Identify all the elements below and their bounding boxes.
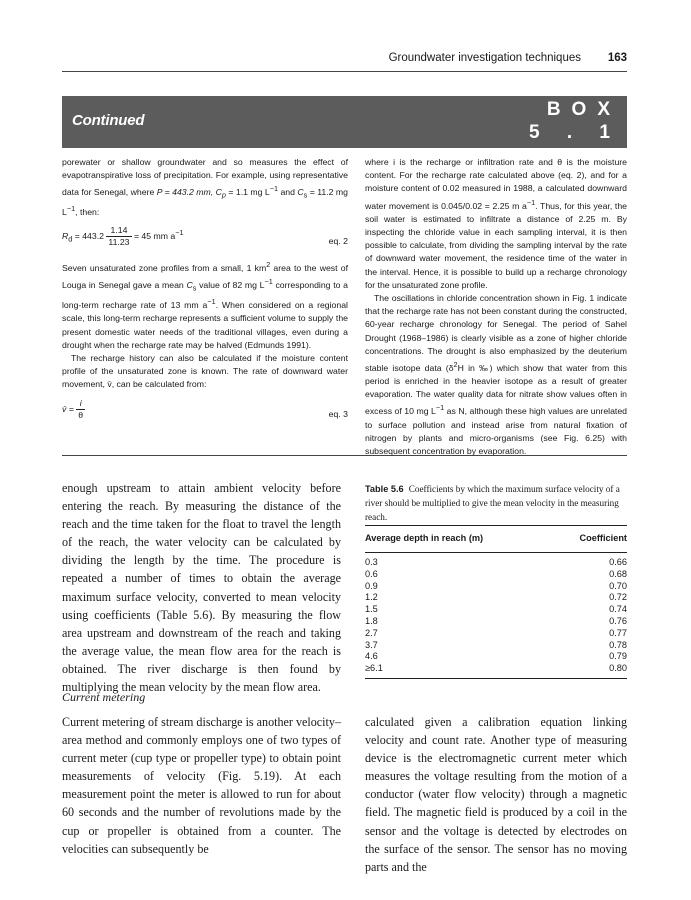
header-rule xyxy=(62,71,627,72)
body-paragraph: calculated given a calibration equation linking velocity and count rate. Another type of measuring device is the electromagnetic current meter which measures the voltage resulting from the motion of a conductor (water flow velocity) through a magnetic field. The magnetic field is produced by a coil in the sensor and the voltage is detected by electrodes on the surface of the sensor. The sensor has no moving parts and the xyxy=(365,715,627,874)
equation-3: v̄ = $\frac{i}{\theta}$ eq. 3 xyxy=(62,397,348,420)
box-right-column xyxy=(365,156,627,458)
table-cell-coefficient: 0.78 xyxy=(609,639,627,650)
page-number: 163 xyxy=(607,52,627,64)
table-header xyxy=(365,533,627,547)
equation-3-fraction: $\frac{i}{\theta}$ xyxy=(78,397,84,420)
table-row xyxy=(365,581,627,593)
equation-2: $R_d = 443.2$ $\frac{1.14}{11.23}$ = 45 mm $a^{-1}$ eq. 2 xyxy=(62,225,348,248)
box-banner xyxy=(62,96,627,148)
box-paragraph: where i is the recharge or infiltration rate and θ is the moisture content. For the recharge rate calculated above (eq. 2), and for a moisture content of 0.02 measured in 1988, a calculated downward water movement is 0.045/0.02 = 2.25 m $a^{-1}$. Thus, for this year, the soil water is estimated to infiltrate a distance of 2.25 m. By inspecting the chloride value in each sampling interval, it is then possible to calculate, from dividing the sampling interval by the rate of downward water movement, the residence time of the water in the interval. Hence, it is possible to build up a recharge chronology for the unsaturated zone profile. xyxy=(365,157,627,290)
box-bottom-rule xyxy=(62,455,627,456)
table-header-coefficient: Coefficient xyxy=(579,533,627,543)
body-paragraph: Current metering of stream discharge is another velocity–area method and commonly employs one of two types of current meter (cup type or propeller type) to obtain point measurements of velocity (Fig. 5.19). At each measurement point the meter is allowed to run for about 60 seconds and the number of revolutions made by the cup or propeller is obtained from a counter. The velocities can subsequently be xyxy=(62,715,341,856)
equation-2-fraction: $\frac{1.14}{11.23}$ xyxy=(108,225,130,248)
table-body xyxy=(365,557,627,675)
table-row xyxy=(365,640,627,652)
table-row xyxy=(365,557,627,569)
table-cell-depth: 4.6 xyxy=(365,651,378,662)
table-bottom-rule xyxy=(365,678,627,679)
coefficient-table xyxy=(365,557,627,675)
table-cell-coefficient: 0.77 xyxy=(609,627,627,638)
table-cell-depth: 0.3 xyxy=(365,557,378,567)
box-continued-label: Continued xyxy=(72,112,145,129)
table-header-depth: Average depth in reach (m) xyxy=(365,533,484,543)
table-cell-depth: 0.9 xyxy=(365,580,378,591)
running-header xyxy=(62,52,627,68)
equation-3-label: eq. 3 xyxy=(328,408,348,419)
table-cell-coefficient: 0.79 xyxy=(609,651,627,662)
table-row xyxy=(365,592,627,604)
box-paragraph: porewater or shallow groundwater and so measures the effect of evapotranspirative loss of precipitation. For example, using representative data for Senegal, where P = 443.2 mm, $C_p = 1.1$ mg $L^{-1}$ and $C_s = 11.2$ mg $L^{-1}$, then: xyxy=(62,157,348,218)
table-cell-depth: 2.7 xyxy=(365,627,378,638)
table-cell-coefficient: 0.72 xyxy=(609,592,627,603)
box-paragraph: The recharge history can also be calculated if the moisture content profile of the unsaturated zone is known. The rate of downward water movement, v̄, can be calculated from: xyxy=(62,352,348,390)
table-row xyxy=(365,604,627,616)
table-row xyxy=(365,651,627,663)
table-row xyxy=(365,569,627,581)
running-title: Groundwater investigation techniques xyxy=(388,52,581,64)
table-cell-depth: 0.6 xyxy=(365,568,378,579)
main-right-column xyxy=(365,713,627,876)
box-paragraph: The oscillations in chloride concentration shown in Fig. 1 indicate that the recharge rate has not been constant during the constructed, 60-year recharge chronology for Senegal. The period of Sahel Drought (1968–1986) is clearly visible as a zone of higher chloride concentrations. The drought is also emphasized by the deuterium stable isotope data ($\delta^2H$ in ‰) which show that water from this period is enriched in the heavier isotope as a result of greater evaporation. The water quality data for nitrate show values often in excess of 10 mg $L^{-1}$ as N, although these high values are unrelated to surface pollution and instead arise from natural fixation of nitrogen by plants and micro-organisms (see Fig. 6.25) with subsequent concentration by evaporation. xyxy=(365,292,627,456)
box-word: BOX xyxy=(546,99,621,120)
box-label xyxy=(529,98,621,144)
body-paragraph: enough upstream to attain ambient velocity before entering the reach. By measuring the distance of the reach and the time taken for the float to travel the length of the reach, the water velocity can be calculated by dividing the length by the time. The procedure is repeated a number of times to obtain the average maximum surface velocity, converted to mean velocity using coefficients (Table 5.6). By measuring the flow area upstream and downstream of the reach and taking the average value, the mean flow area for the reach is obtained. The river discharge is then found by multiplying the mean velocity by the mean flow area. xyxy=(62,481,341,695)
table-cell-coefficient: 0.76 xyxy=(609,615,627,626)
main-left-column-lower xyxy=(62,713,341,858)
table-cell-depth: 1.5 xyxy=(365,604,378,615)
box-number: 5 . 1 xyxy=(529,122,621,143)
equation-2-label: eq. 2 xyxy=(328,236,348,247)
table-cell-depth: 1.2 xyxy=(365,592,378,603)
table-caption xyxy=(365,482,627,524)
table-header-rule xyxy=(365,552,627,553)
table-cell-coefficient: 0.66 xyxy=(609,557,627,567)
table-label: Table 5.6 xyxy=(365,484,404,494)
table-cell-depth: 3.7 xyxy=(365,639,378,650)
table-row xyxy=(365,616,627,628)
box-paragraph: Seven unsaturated zone profiles from a small, 1 $km^2$ area to the west of Louga in Senegal gave a mean $C_s$ value of 82 mg $L^{-1}$ corresponding to a long-term recharge rate of 13 mm $a^{-1}$. When considered on a regional scale, this long-term recharge represents a sufficient volume to supply the present domestic water needs of the traditional villages, even during a drought when the recharge rate may be halved (Edmunds 1991). xyxy=(62,260,349,350)
section-heading: Current metering xyxy=(62,690,146,704)
table-cell-coefficient: 0.68 xyxy=(609,568,627,579)
table-row xyxy=(365,628,627,640)
table-cell-coefficient: 0.74 xyxy=(609,604,627,615)
table-cell-coefficient: 0.80 xyxy=(609,663,627,674)
table-cell-coefficient: 0.70 xyxy=(609,580,627,591)
table-cell-depth: 1.8 xyxy=(365,615,378,626)
main-left-column xyxy=(62,479,341,696)
table-top-rule xyxy=(365,525,627,526)
table-cell-depth: ≥6.1 xyxy=(365,663,383,674)
table-caption-text: Coefficients by which the maximum surface velocity of a river should be multiplied to give the mean velocity in the measuring reach. xyxy=(365,484,620,522)
table-row xyxy=(365,663,627,675)
box-left-column xyxy=(62,156,348,428)
